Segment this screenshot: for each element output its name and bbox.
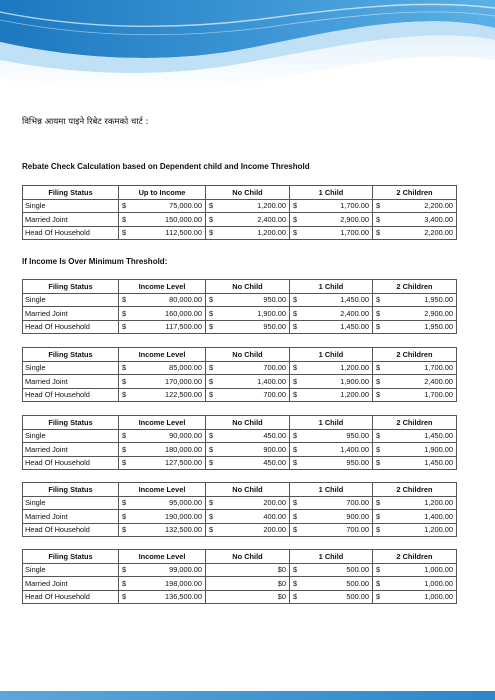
amount-cell bbox=[206, 213, 290, 227]
currency-symbol: $ bbox=[122, 578, 127, 588]
amount-cell bbox=[119, 293, 206, 307]
amount-value: 500.00 bbox=[346, 592, 369, 602]
table-row bbox=[23, 213, 457, 227]
currency-symbol: $ bbox=[277, 578, 282, 588]
amount-cell bbox=[290, 361, 373, 375]
amount-cell bbox=[206, 563, 290, 577]
amount-value: 1,900.00 bbox=[424, 444, 453, 454]
amount-value: 1,400.00 bbox=[257, 376, 286, 386]
amount-cell bbox=[206, 293, 290, 307]
amount-value: 500.00 bbox=[346, 578, 369, 588]
column-header: 2 Children bbox=[373, 348, 457, 362]
amount-value: 0 bbox=[281, 592, 286, 602]
currency-symbol: $ bbox=[209, 525, 214, 535]
filing-status-cell: Single bbox=[23, 293, 119, 307]
currency-symbol: $ bbox=[122, 201, 127, 211]
amount-cell bbox=[373, 293, 457, 307]
amount-cell bbox=[119, 375, 206, 389]
column-header: 1 Child bbox=[290, 416, 373, 430]
amount-cell bbox=[290, 563, 373, 577]
filing-status-cell: Single bbox=[23, 563, 119, 577]
currency-symbol: $ bbox=[209, 214, 214, 224]
currency-symbol: $ bbox=[122, 308, 127, 318]
currency-symbol: $ bbox=[376, 376, 381, 386]
amount-cell bbox=[206, 199, 290, 213]
amount-cell bbox=[373, 443, 457, 457]
amount-cell bbox=[373, 456, 457, 470]
amount-cell bbox=[206, 496, 290, 510]
amount-cell bbox=[119, 523, 206, 537]
currency-symbol: $ bbox=[293, 228, 298, 238]
table-row bbox=[23, 307, 457, 321]
currency-symbol: $ bbox=[122, 228, 127, 238]
amount-value: 700.00 bbox=[346, 498, 369, 508]
column-header: 2 Children bbox=[373, 186, 457, 200]
amount-value: 190,000.00 bbox=[165, 511, 202, 521]
column-header: No Child bbox=[206, 280, 290, 294]
rebate-table bbox=[22, 415, 457, 470]
amount-cell bbox=[290, 388, 373, 402]
currency-symbol: $ bbox=[376, 458, 381, 468]
currency-symbol: $ bbox=[293, 295, 298, 305]
filing-status-cell: Married Joint bbox=[23, 443, 119, 457]
currency-symbol: $ bbox=[293, 444, 298, 454]
currency-symbol: $ bbox=[376, 390, 381, 400]
currency-symbol: $ bbox=[209, 390, 214, 400]
currency-symbol: $ bbox=[293, 390, 298, 400]
amount-cell bbox=[373, 226, 457, 240]
amount-cell bbox=[119, 590, 206, 604]
currency-symbol: $ bbox=[293, 431, 298, 441]
amount-value: 1,000.00 bbox=[424, 578, 453, 588]
currency-symbol: $ bbox=[376, 444, 381, 454]
amount-value: 0 bbox=[281, 565, 286, 575]
currency-symbol: $ bbox=[209, 431, 214, 441]
amount-cell bbox=[206, 307, 290, 321]
amount-cell bbox=[206, 590, 290, 604]
currency-symbol: $ bbox=[376, 363, 381, 373]
amount-value: 1,200.00 bbox=[424, 498, 453, 508]
amount-value: 2,900.00 bbox=[340, 214, 369, 224]
currency-symbol: $ bbox=[376, 295, 381, 305]
filing-status-cell: Single bbox=[23, 496, 119, 510]
currency-symbol: $ bbox=[376, 578, 381, 588]
amount-value: 1,450.00 bbox=[424, 431, 453, 441]
column-header: 2 Children bbox=[373, 416, 457, 430]
currency-symbol: $ bbox=[122, 511, 127, 521]
amount-value: 1,200.00 bbox=[340, 390, 369, 400]
currency-symbol: $ bbox=[293, 322, 298, 332]
currency-symbol: $ bbox=[209, 511, 214, 521]
filing-status-cell: Married Joint bbox=[23, 375, 119, 389]
amount-value: 1,400.00 bbox=[340, 444, 369, 454]
currency-symbol: $ bbox=[376, 498, 381, 508]
amount-value: 2,400.00 bbox=[424, 376, 453, 386]
amount-value: 200.00 bbox=[263, 498, 286, 508]
filing-status-cell: Married Joint bbox=[23, 510, 119, 524]
currency-symbol: $ bbox=[376, 525, 381, 535]
currency-symbol: $ bbox=[122, 565, 127, 575]
currency-symbol: $ bbox=[293, 363, 298, 373]
column-header: Income Level bbox=[119, 550, 206, 564]
currency-symbol: $ bbox=[293, 201, 298, 211]
amount-cell bbox=[206, 361, 290, 375]
amount-cell bbox=[290, 375, 373, 389]
amount-value: 450.00 bbox=[263, 458, 286, 468]
filing-status-cell: Single bbox=[23, 361, 119, 375]
amount-value: 1,200.00 bbox=[257, 228, 286, 238]
amount-value: 1,950.00 bbox=[424, 322, 453, 332]
amount-value: 1,450.00 bbox=[340, 295, 369, 305]
table-header-row bbox=[23, 186, 457, 200]
amount-value: 160,000.00 bbox=[165, 308, 202, 318]
amount-value: 950.00 bbox=[346, 431, 369, 441]
amount-cell bbox=[119, 213, 206, 227]
amount-cell bbox=[290, 429, 373, 443]
currency-symbol: $ bbox=[293, 565, 298, 575]
currency-symbol: $ bbox=[209, 458, 214, 468]
amount-value: 3,400.00 bbox=[424, 214, 453, 224]
amount-cell bbox=[119, 563, 206, 577]
column-header: Filing Status bbox=[23, 186, 119, 200]
currency-symbol: $ bbox=[376, 322, 381, 332]
currency-symbol: $ bbox=[122, 525, 127, 535]
amount-value: 1,450.00 bbox=[340, 322, 369, 332]
amount-value: 2,400.00 bbox=[257, 214, 286, 224]
amount-cell bbox=[119, 443, 206, 457]
amount-value: 0 bbox=[281, 578, 286, 588]
column-header: Filing Status bbox=[23, 550, 119, 564]
amount-cell bbox=[119, 388, 206, 402]
currency-symbol: $ bbox=[122, 444, 127, 454]
amount-value: 1,450.00 bbox=[424, 458, 453, 468]
column-header: Filing Status bbox=[23, 280, 119, 294]
table-row bbox=[23, 320, 457, 334]
table-row bbox=[23, 523, 457, 537]
amount-value: 112,500.00 bbox=[165, 228, 202, 238]
amount-value: 136,500.00 bbox=[165, 592, 202, 602]
amount-value: 1,700.00 bbox=[340, 201, 369, 211]
amount-cell bbox=[206, 429, 290, 443]
amount-cell bbox=[290, 293, 373, 307]
column-header: 2 Children bbox=[373, 550, 457, 564]
amount-cell bbox=[206, 388, 290, 402]
amount-value: 1,900.00 bbox=[257, 308, 286, 318]
amount-value: 500.00 bbox=[346, 565, 369, 575]
currency-symbol: $ bbox=[376, 308, 381, 318]
table-row bbox=[23, 226, 457, 240]
amount-cell bbox=[373, 590, 457, 604]
amount-value: 700.00 bbox=[263, 363, 286, 373]
amount-cell bbox=[373, 307, 457, 321]
column-header: No Child bbox=[206, 348, 290, 362]
amount-cell bbox=[290, 496, 373, 510]
amount-cell bbox=[206, 523, 290, 537]
column-header: Income Level bbox=[119, 348, 206, 362]
amount-value: 99,000.00 bbox=[169, 565, 202, 575]
amount-cell bbox=[119, 199, 206, 213]
filing-status-cell: Married Joint bbox=[23, 307, 119, 321]
currency-symbol: $ bbox=[277, 592, 282, 602]
rebate-table bbox=[22, 185, 457, 240]
rebate-table bbox=[22, 279, 457, 334]
amount-cell bbox=[290, 577, 373, 591]
amount-value: 1,000.00 bbox=[424, 565, 453, 575]
table-header-row bbox=[23, 280, 457, 294]
column-header: No Child bbox=[206, 186, 290, 200]
amount-value: 1,000.00 bbox=[424, 592, 453, 602]
currency-symbol: $ bbox=[209, 363, 214, 373]
filing-status-cell: Head Of Household bbox=[23, 226, 119, 240]
currency-symbol: $ bbox=[122, 376, 127, 386]
currency-symbol: $ bbox=[293, 525, 298, 535]
column-header: 1 Child bbox=[290, 550, 373, 564]
currency-symbol: $ bbox=[277, 565, 282, 575]
currency-symbol: $ bbox=[376, 228, 381, 238]
column-header: 1 Child bbox=[290, 348, 373, 362]
amount-cell bbox=[373, 213, 457, 227]
sub-heading: If Income Is Over Minimum Threshold: bbox=[22, 257, 168, 266]
amount-value: 1,200.00 bbox=[340, 363, 369, 373]
currency-symbol: $ bbox=[122, 322, 127, 332]
amount-value: 75,000.00 bbox=[169, 201, 202, 211]
currency-symbol: $ bbox=[293, 498, 298, 508]
amount-cell bbox=[119, 429, 206, 443]
amount-cell bbox=[373, 510, 457, 524]
amount-cell bbox=[290, 443, 373, 457]
table-row bbox=[23, 199, 457, 213]
header-wave-decoration bbox=[0, 0, 495, 95]
column-header: 1 Child bbox=[290, 483, 373, 497]
amount-cell bbox=[290, 307, 373, 321]
amount-cell bbox=[119, 361, 206, 375]
table-row bbox=[23, 510, 457, 524]
filing-status-cell: Head Of Household bbox=[23, 388, 119, 402]
currency-symbol: $ bbox=[376, 201, 381, 211]
amount-value: 900.00 bbox=[263, 444, 286, 454]
currency-symbol: $ bbox=[293, 214, 298, 224]
currency-symbol: $ bbox=[209, 308, 214, 318]
column-header: Filing Status bbox=[23, 483, 119, 497]
currency-symbol: $ bbox=[293, 592, 298, 602]
amount-cell bbox=[373, 199, 457, 213]
amount-cell bbox=[119, 226, 206, 240]
currency-symbol: $ bbox=[209, 295, 214, 305]
amount-value: 85,000.00 bbox=[169, 363, 202, 373]
column-header: Income Level bbox=[119, 280, 206, 294]
table-row bbox=[23, 443, 457, 457]
table-row bbox=[23, 375, 457, 389]
amount-value: 450.00 bbox=[263, 431, 286, 441]
currency-symbol: $ bbox=[122, 214, 127, 224]
amount-value: 200.00 bbox=[263, 525, 286, 535]
amount-value: 198,000.00 bbox=[165, 578, 202, 588]
column-header: Income Level bbox=[119, 483, 206, 497]
table-header-row bbox=[23, 550, 457, 564]
amount-cell bbox=[206, 226, 290, 240]
amount-value: 900.00 bbox=[346, 511, 369, 521]
amount-value: 132,500.00 bbox=[165, 525, 202, 535]
amount-value: 1,200.00 bbox=[424, 525, 453, 535]
amount-value: 700.00 bbox=[346, 525, 369, 535]
amount-cell bbox=[373, 361, 457, 375]
column-header: Filing Status bbox=[23, 348, 119, 362]
currency-symbol: $ bbox=[209, 322, 214, 332]
amount-value: 2,400.00 bbox=[340, 308, 369, 318]
column-header: 1 Child bbox=[290, 186, 373, 200]
column-header: Filing Status bbox=[23, 416, 119, 430]
column-header: 2 Children bbox=[373, 280, 457, 294]
table-header-row bbox=[23, 348, 457, 362]
filing-status-cell: Single bbox=[23, 199, 119, 213]
amount-cell bbox=[206, 375, 290, 389]
currency-symbol: $ bbox=[376, 565, 381, 575]
amount-cell bbox=[373, 577, 457, 591]
amount-value: 1,700.00 bbox=[424, 390, 453, 400]
amount-value: 1,700.00 bbox=[424, 363, 453, 373]
amount-value: 950.00 bbox=[346, 458, 369, 468]
amount-cell bbox=[373, 563, 457, 577]
amount-cell bbox=[290, 510, 373, 524]
amount-cell bbox=[290, 213, 373, 227]
column-header: Up to Income bbox=[119, 186, 206, 200]
filing-status-cell: Head Of Household bbox=[23, 320, 119, 334]
amount-value: 1,700.00 bbox=[340, 228, 369, 238]
currency-symbol: $ bbox=[293, 511, 298, 521]
currency-symbol: $ bbox=[122, 390, 127, 400]
currency-symbol: $ bbox=[376, 592, 381, 602]
amount-value: 95,000.00 bbox=[169, 498, 202, 508]
filing-status-cell: Married Joint bbox=[23, 577, 119, 591]
amount-cell bbox=[290, 199, 373, 213]
amount-value: 170,000.00 bbox=[165, 376, 202, 386]
currency-symbol: $ bbox=[209, 444, 214, 454]
table-row bbox=[23, 577, 457, 591]
amount-cell bbox=[373, 375, 457, 389]
filing-status-cell: Head Of Household bbox=[23, 456, 119, 470]
amount-cell bbox=[373, 496, 457, 510]
column-header: 2 Children bbox=[373, 483, 457, 497]
filing-status-cell: Single bbox=[23, 429, 119, 443]
amount-value: 2,200.00 bbox=[424, 201, 453, 211]
currency-symbol: $ bbox=[209, 201, 214, 211]
footer-bar bbox=[0, 691, 495, 700]
currency-symbol: $ bbox=[209, 376, 214, 386]
amount-cell bbox=[290, 590, 373, 604]
amount-value: 90,000.00 bbox=[169, 431, 202, 441]
amount-value: 700.00 bbox=[263, 390, 286, 400]
currency-symbol: $ bbox=[122, 295, 127, 305]
amount-cell bbox=[290, 523, 373, 537]
amount-cell bbox=[290, 226, 373, 240]
amount-cell bbox=[119, 496, 206, 510]
amount-value: 127,500.00 bbox=[165, 458, 202, 468]
main-heading: Rebate Check Calculation based on Dependent child and Income Threshold bbox=[22, 162, 310, 171]
table-row bbox=[23, 293, 457, 307]
amount-cell bbox=[119, 510, 206, 524]
amount-value: 122,500.00 bbox=[165, 390, 202, 400]
amount-cell bbox=[206, 443, 290, 457]
column-header: No Child bbox=[206, 550, 290, 564]
currency-symbol: $ bbox=[209, 228, 214, 238]
amount-value: 1,400.00 bbox=[424, 511, 453, 521]
table-row bbox=[23, 429, 457, 443]
amount-cell bbox=[373, 523, 457, 537]
amount-cell bbox=[206, 456, 290, 470]
currency-symbol: $ bbox=[122, 458, 127, 468]
currency-symbol: $ bbox=[122, 592, 127, 602]
rebate-table bbox=[22, 482, 457, 537]
amount-value: 400.00 bbox=[263, 511, 286, 521]
currency-symbol: $ bbox=[209, 498, 214, 508]
amount-cell bbox=[119, 307, 206, 321]
amount-value: 150,000.00 bbox=[165, 214, 202, 224]
filing-status-cell: Married Joint bbox=[23, 213, 119, 227]
currency-symbol: $ bbox=[293, 308, 298, 318]
amount-cell bbox=[373, 320, 457, 334]
amount-cell bbox=[119, 456, 206, 470]
currency-symbol: $ bbox=[376, 431, 381, 441]
amount-value: 2,200.00 bbox=[424, 228, 453, 238]
amount-value: 80,000.00 bbox=[169, 295, 202, 305]
currency-symbol: $ bbox=[122, 363, 127, 373]
table-row bbox=[23, 388, 457, 402]
currency-symbol: $ bbox=[293, 578, 298, 588]
amount-value: 2,900.00 bbox=[424, 308, 453, 318]
filing-status-cell: Head Of Household bbox=[23, 523, 119, 537]
amount-cell bbox=[373, 388, 457, 402]
amount-value: 1,950.00 bbox=[424, 295, 453, 305]
table-row bbox=[23, 361, 457, 375]
currency-symbol: $ bbox=[293, 376, 298, 386]
amount-value: 180,000.00 bbox=[165, 444, 202, 454]
table-row bbox=[23, 563, 457, 577]
currency-symbol: $ bbox=[122, 431, 127, 441]
amount-value: 117,500.00 bbox=[165, 322, 202, 332]
column-header: Income Level bbox=[119, 416, 206, 430]
table-header-row bbox=[23, 483, 457, 497]
rebate-table bbox=[22, 347, 457, 402]
amount-value: 1,200.00 bbox=[257, 201, 286, 211]
amount-cell bbox=[206, 320, 290, 334]
table-header-row bbox=[23, 416, 457, 430]
amount-cell bbox=[290, 320, 373, 334]
amount-value: 950.00 bbox=[263, 322, 286, 332]
amount-cell bbox=[206, 577, 290, 591]
column-header: 1 Child bbox=[290, 280, 373, 294]
amount-cell bbox=[119, 577, 206, 591]
table-row bbox=[23, 496, 457, 510]
table-row bbox=[23, 456, 457, 470]
amount-value: 1,900.00 bbox=[340, 376, 369, 386]
currency-symbol: $ bbox=[376, 214, 381, 224]
rebate-table bbox=[22, 549, 457, 604]
page-title-nepali: विभिन्न आयमा पाइने रिबेट रकमको चार्ट : bbox=[22, 117, 149, 127]
currency-symbol: $ bbox=[376, 511, 381, 521]
amount-cell bbox=[290, 456, 373, 470]
amount-cell bbox=[373, 429, 457, 443]
amount-value: 950.00 bbox=[263, 295, 286, 305]
amount-cell bbox=[119, 320, 206, 334]
column-header: No Child bbox=[206, 416, 290, 430]
amount-cell bbox=[206, 510, 290, 524]
currency-symbol: $ bbox=[293, 458, 298, 468]
currency-symbol: $ bbox=[122, 498, 127, 508]
column-header: No Child bbox=[206, 483, 290, 497]
filing-status-cell: Head Of Household bbox=[23, 590, 119, 604]
table-row bbox=[23, 590, 457, 604]
